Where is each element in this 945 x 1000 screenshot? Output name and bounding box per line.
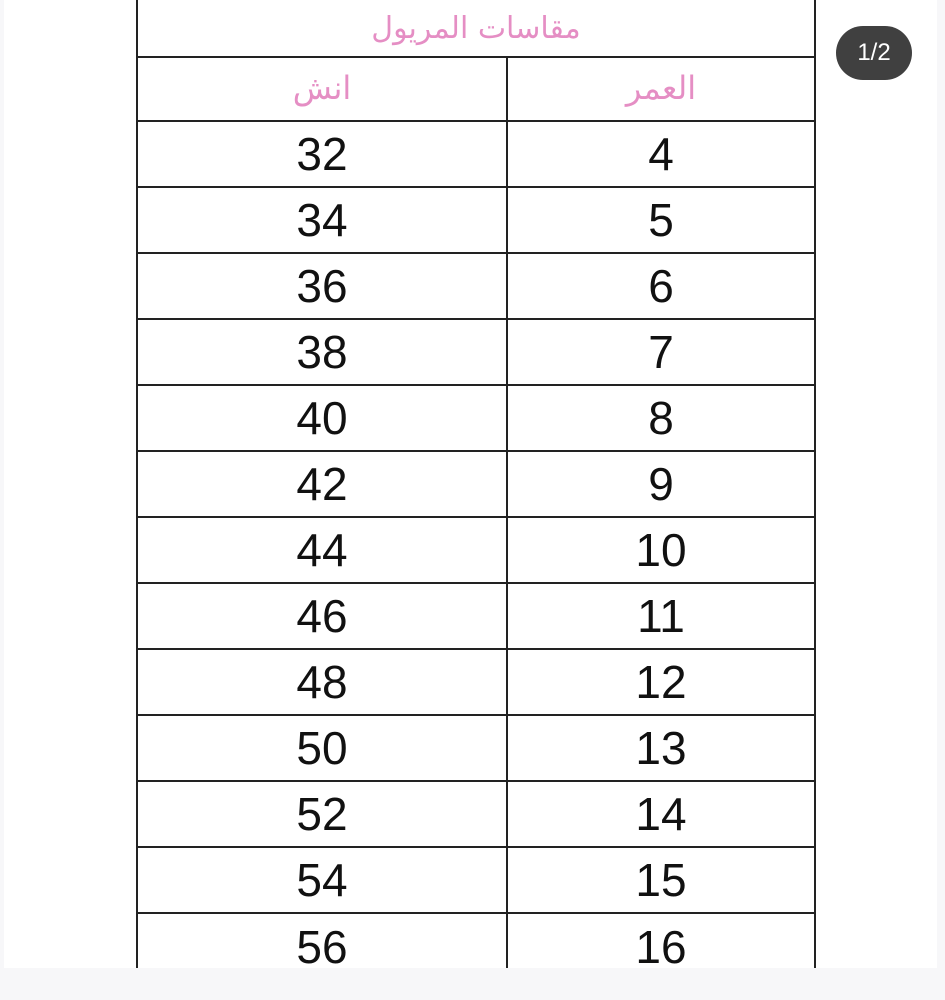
table-row bbox=[138, 188, 814, 254]
size-table bbox=[136, 0, 816, 968]
table-row bbox=[138, 584, 814, 650]
inch-cell: 52 bbox=[138, 782, 508, 846]
table-row bbox=[138, 716, 814, 782]
age-cell: 6 bbox=[648, 260, 674, 312]
table-row bbox=[138, 782, 814, 848]
table-row bbox=[138, 386, 814, 452]
inch-cell: 32 bbox=[138, 122, 508, 186]
table-row bbox=[138, 122, 814, 188]
age-cell: 11 bbox=[637, 590, 685, 642]
age-cell: 7 bbox=[648, 326, 674, 378]
table-title: مقاسات المريول bbox=[138, 0, 814, 58]
table-row bbox=[138, 518, 814, 584]
inch-cell: 36 bbox=[138, 254, 508, 318]
table-row bbox=[138, 848, 814, 914]
table-header-row bbox=[138, 56, 814, 122]
age-cell: 15 bbox=[635, 854, 687, 906]
table-row bbox=[138, 914, 814, 968]
age-cell: 5 bbox=[648, 194, 674, 246]
age-cell: 13 bbox=[635, 722, 687, 774]
inch-cell: 40 bbox=[138, 386, 508, 450]
inch-cell: 50 bbox=[138, 716, 508, 780]
header-inch: انش bbox=[138, 56, 508, 120]
age-cell: 12 bbox=[635, 656, 687, 708]
age-cell: 14 bbox=[635, 788, 687, 840]
table-row bbox=[138, 254, 814, 320]
age-cell: 9 bbox=[648, 458, 674, 510]
header-age: العمر bbox=[625, 69, 697, 107]
age-cell: 10 bbox=[635, 524, 687, 576]
table-row bbox=[138, 650, 814, 716]
inch-cell: 34 bbox=[138, 188, 508, 252]
age-cell: 4 bbox=[648, 128, 674, 180]
inch-cell: 54 bbox=[138, 848, 508, 912]
age-cell: 16 bbox=[635, 921, 687, 968]
inch-cell: 56 bbox=[138, 914, 508, 968]
age-cell: 8 bbox=[648, 392, 674, 444]
inch-cell: 38 bbox=[138, 320, 508, 384]
size-chart-image bbox=[4, 0, 937, 968]
inch-cell: 42 bbox=[138, 452, 508, 516]
table-row bbox=[138, 452, 814, 518]
inch-cell: 44 bbox=[138, 518, 508, 582]
table-grid bbox=[138, 56, 814, 968]
table-row bbox=[138, 320, 814, 386]
inch-cell: 48 bbox=[138, 650, 508, 714]
page-indicator: 1/2 bbox=[836, 26, 912, 80]
inch-cell: 46 bbox=[138, 584, 508, 648]
